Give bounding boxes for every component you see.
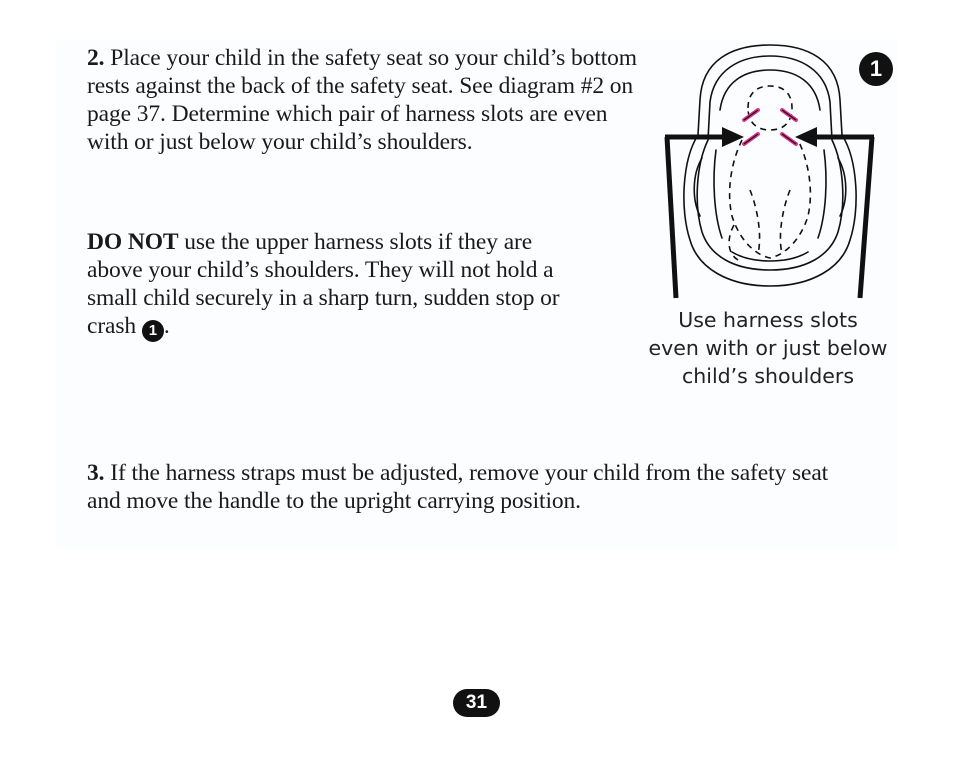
step-3-number: 3. xyxy=(87,460,105,486)
warning-emphasis: DO NOT xyxy=(87,229,179,255)
figure-reference-marker: 1 xyxy=(142,320,164,342)
child-silhouette xyxy=(729,86,810,260)
warning-end: . xyxy=(163,313,170,339)
page-number: 31 xyxy=(453,689,500,717)
caption-line: child’s shoulders xyxy=(681,364,855,388)
step-2-number: 2. xyxy=(87,45,105,71)
step-3-paragraph xyxy=(87,459,867,515)
harness-slots-diagram xyxy=(662,40,877,302)
step-3-text: If the harness straps must be adjusted, remove your child from the safety seat and move the handle to the upright carrying position. xyxy=(87,460,829,514)
figure-marker: 1 xyxy=(859,52,893,86)
caption-line: Use harness slots xyxy=(678,308,858,332)
warning-text: use the upper harness slots if they are above your child’s shoulders. They will not hold a small child securely in a sharp turn, sudden stop or crash xyxy=(87,229,560,339)
seat-shell-outline xyxy=(684,45,856,286)
step-2-text: Place your child in the safety seat so your child’s bottom rests against the back of the safety seat. See diagram #2 on page 37. Determine which pair of harness slots are even with or just below your child’s shoulders. xyxy=(87,45,637,155)
caption-line: even with or just below xyxy=(648,336,888,360)
warning-paragraph xyxy=(87,228,587,342)
step-2-paragraph xyxy=(87,44,647,156)
seat-inner-outline xyxy=(697,56,843,270)
figure-caption xyxy=(628,306,908,390)
